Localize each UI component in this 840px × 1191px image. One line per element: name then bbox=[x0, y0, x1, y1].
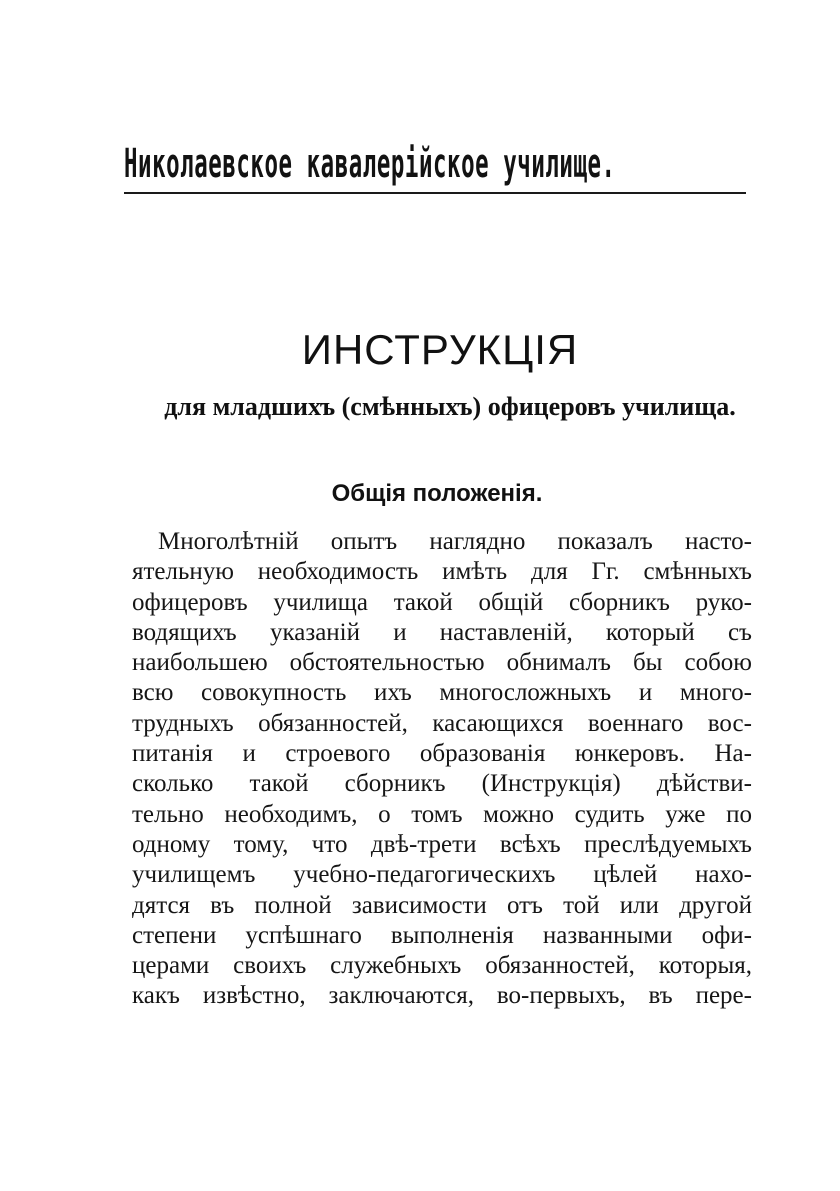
body-word: зависимости bbox=[351, 891, 487, 919]
body-word: степени bbox=[132, 921, 217, 949]
body-word: успѣшнаго bbox=[245, 921, 362, 949]
body-word: всѣхъ bbox=[499, 830, 561, 858]
body-line bbox=[132, 648, 752, 678]
body-word: для bbox=[531, 558, 568, 586]
running-head bbox=[124, 138, 746, 194]
body-word: по bbox=[726, 800, 752, 828]
body-word: касающихся bbox=[432, 709, 564, 737]
body-word: что bbox=[311, 830, 348, 858]
body-word: обязанностей, bbox=[485, 952, 635, 980]
body-word: названными bbox=[542, 921, 673, 949]
running-head-text: Николаевское кавалерійское училище. bbox=[124, 141, 616, 187]
body-word: своихъ bbox=[233, 952, 307, 980]
body-word: цѣлей bbox=[593, 861, 658, 889]
body-line bbox=[132, 830, 752, 860]
body-word: и bbox=[242, 740, 256, 768]
body-word: офи- bbox=[701, 921, 752, 949]
body-line bbox=[132, 678, 752, 708]
body-word: многосложныхъ bbox=[439, 679, 612, 707]
body-word: много- bbox=[679, 679, 752, 707]
document-title: ИНСТРУКЦІЯ bbox=[301, 326, 579, 373]
body-word: офицеровъ bbox=[132, 588, 248, 616]
body-word: обстоятельностью bbox=[289, 649, 485, 677]
body-word: питанія bbox=[132, 740, 213, 768]
body-word: показалъ bbox=[557, 528, 653, 555]
body-line bbox=[132, 739, 752, 769]
body-word: въ bbox=[648, 982, 673, 1010]
body-word: въ bbox=[210, 891, 235, 919]
body-word: имѣть bbox=[442, 558, 508, 586]
body-word: насто- bbox=[684, 528, 752, 555]
body-word: необходимъ, bbox=[224, 800, 358, 828]
body-word: Гг. bbox=[591, 558, 620, 586]
body-word: извѣстно, bbox=[202, 982, 306, 1010]
body-word: водящихъ bbox=[132, 618, 237, 646]
body-word: тому, bbox=[233, 830, 289, 858]
body-word: обнималъ bbox=[506, 649, 611, 677]
body-word: и bbox=[393, 618, 407, 646]
body-word: сборникъ bbox=[344, 770, 446, 798]
body-word: отъ bbox=[506, 891, 543, 919]
body-word: смѣнныхъ bbox=[643, 558, 752, 586]
body-word: На- bbox=[714, 740, 752, 768]
body-word: и bbox=[638, 679, 653, 707]
body-word: необходимость bbox=[257, 558, 419, 586]
body-word: наглядно bbox=[429, 528, 526, 555]
body-word: образованія bbox=[419, 740, 546, 768]
body-word: такой bbox=[249, 770, 309, 798]
body-word: церами bbox=[132, 952, 210, 980]
body-word: выполненія bbox=[390, 921, 514, 949]
body-word: той bbox=[563, 891, 600, 919]
body-word: преслѣдуемыхъ bbox=[584, 830, 752, 858]
body-word: ятельную bbox=[132, 558, 234, 586]
document-subtitle: для младшихъ (смѣнныхъ) офицеровъ училища. bbox=[164, 392, 736, 421]
body-line bbox=[132, 557, 752, 587]
body-line bbox=[132, 800, 752, 830]
body-word: какъ bbox=[132, 982, 180, 1010]
body-line bbox=[132, 618, 752, 648]
body-word: учебно-педагогическихъ bbox=[293, 861, 556, 889]
body-word: собою bbox=[684, 649, 752, 677]
body-word: дятся bbox=[132, 891, 191, 919]
body-word: о bbox=[378, 800, 391, 828]
body-word: такой bbox=[393, 588, 453, 616]
body-word: которыя, bbox=[658, 952, 752, 980]
body-word: дѣйстви- bbox=[656, 770, 752, 798]
body-word: наставленій, bbox=[439, 618, 573, 646]
body-word: можно bbox=[483, 800, 554, 828]
body-line bbox=[132, 527, 752, 557]
body-word: пере- bbox=[695, 982, 752, 1010]
body-word: опытъ bbox=[330, 528, 398, 555]
body-line bbox=[132, 588, 752, 618]
body-word: нахо- bbox=[695, 861, 752, 889]
body-word: заключаются, bbox=[328, 982, 474, 1010]
body-word: сколько bbox=[132, 770, 214, 798]
body-word: трудныхъ bbox=[132, 709, 234, 737]
body-word: одному bbox=[132, 830, 211, 858]
body-word: наибольшею bbox=[132, 649, 268, 677]
body-word: двѣ-трети bbox=[370, 830, 477, 858]
body-word: бы bbox=[632, 649, 663, 677]
body-word: ихъ bbox=[373, 679, 412, 707]
body-line bbox=[132, 981, 752, 1011]
body-word: совокупность bbox=[201, 679, 347, 707]
body-word: Многолѣтній bbox=[158, 528, 299, 555]
body-word: общій bbox=[478, 588, 544, 616]
body-word: всю bbox=[132, 679, 174, 707]
body-word: (Инструкція) bbox=[481, 770, 621, 798]
body-word: судить bbox=[574, 800, 645, 828]
section-heading: Общія положенія. bbox=[331, 480, 543, 507]
body-word: вос- bbox=[707, 709, 752, 737]
body-word: юнкеровъ. bbox=[574, 740, 685, 768]
body-word: другой bbox=[679, 891, 752, 919]
body-word: руко- bbox=[695, 588, 752, 616]
body-line bbox=[132, 860, 752, 890]
body-word: обязанностей, bbox=[258, 709, 408, 737]
body-line bbox=[132, 709, 752, 739]
body-line bbox=[132, 951, 752, 981]
body-word: училища bbox=[273, 588, 369, 616]
body-paragraph bbox=[132, 527, 752, 1012]
body-word: тельно bbox=[132, 800, 204, 828]
body-word: томъ bbox=[411, 800, 463, 828]
body-word: служебныхъ bbox=[330, 952, 462, 980]
body-line bbox=[132, 769, 752, 799]
body-word: съ bbox=[727, 618, 752, 646]
body-word: полной bbox=[254, 891, 332, 919]
body-word: во-первыхъ, bbox=[496, 982, 626, 1010]
body-word: сборникъ bbox=[568, 588, 670, 616]
body-word: уже bbox=[665, 800, 706, 828]
body-word: или bbox=[619, 891, 659, 919]
body-word: училищемъ bbox=[132, 861, 256, 889]
body-word: указаній bbox=[269, 618, 360, 646]
body-word: строевого bbox=[285, 740, 391, 768]
body-word: который bbox=[605, 618, 695, 646]
body-line bbox=[132, 891, 752, 921]
body-word: военнаго bbox=[587, 709, 684, 737]
body-line bbox=[132, 921, 752, 951]
